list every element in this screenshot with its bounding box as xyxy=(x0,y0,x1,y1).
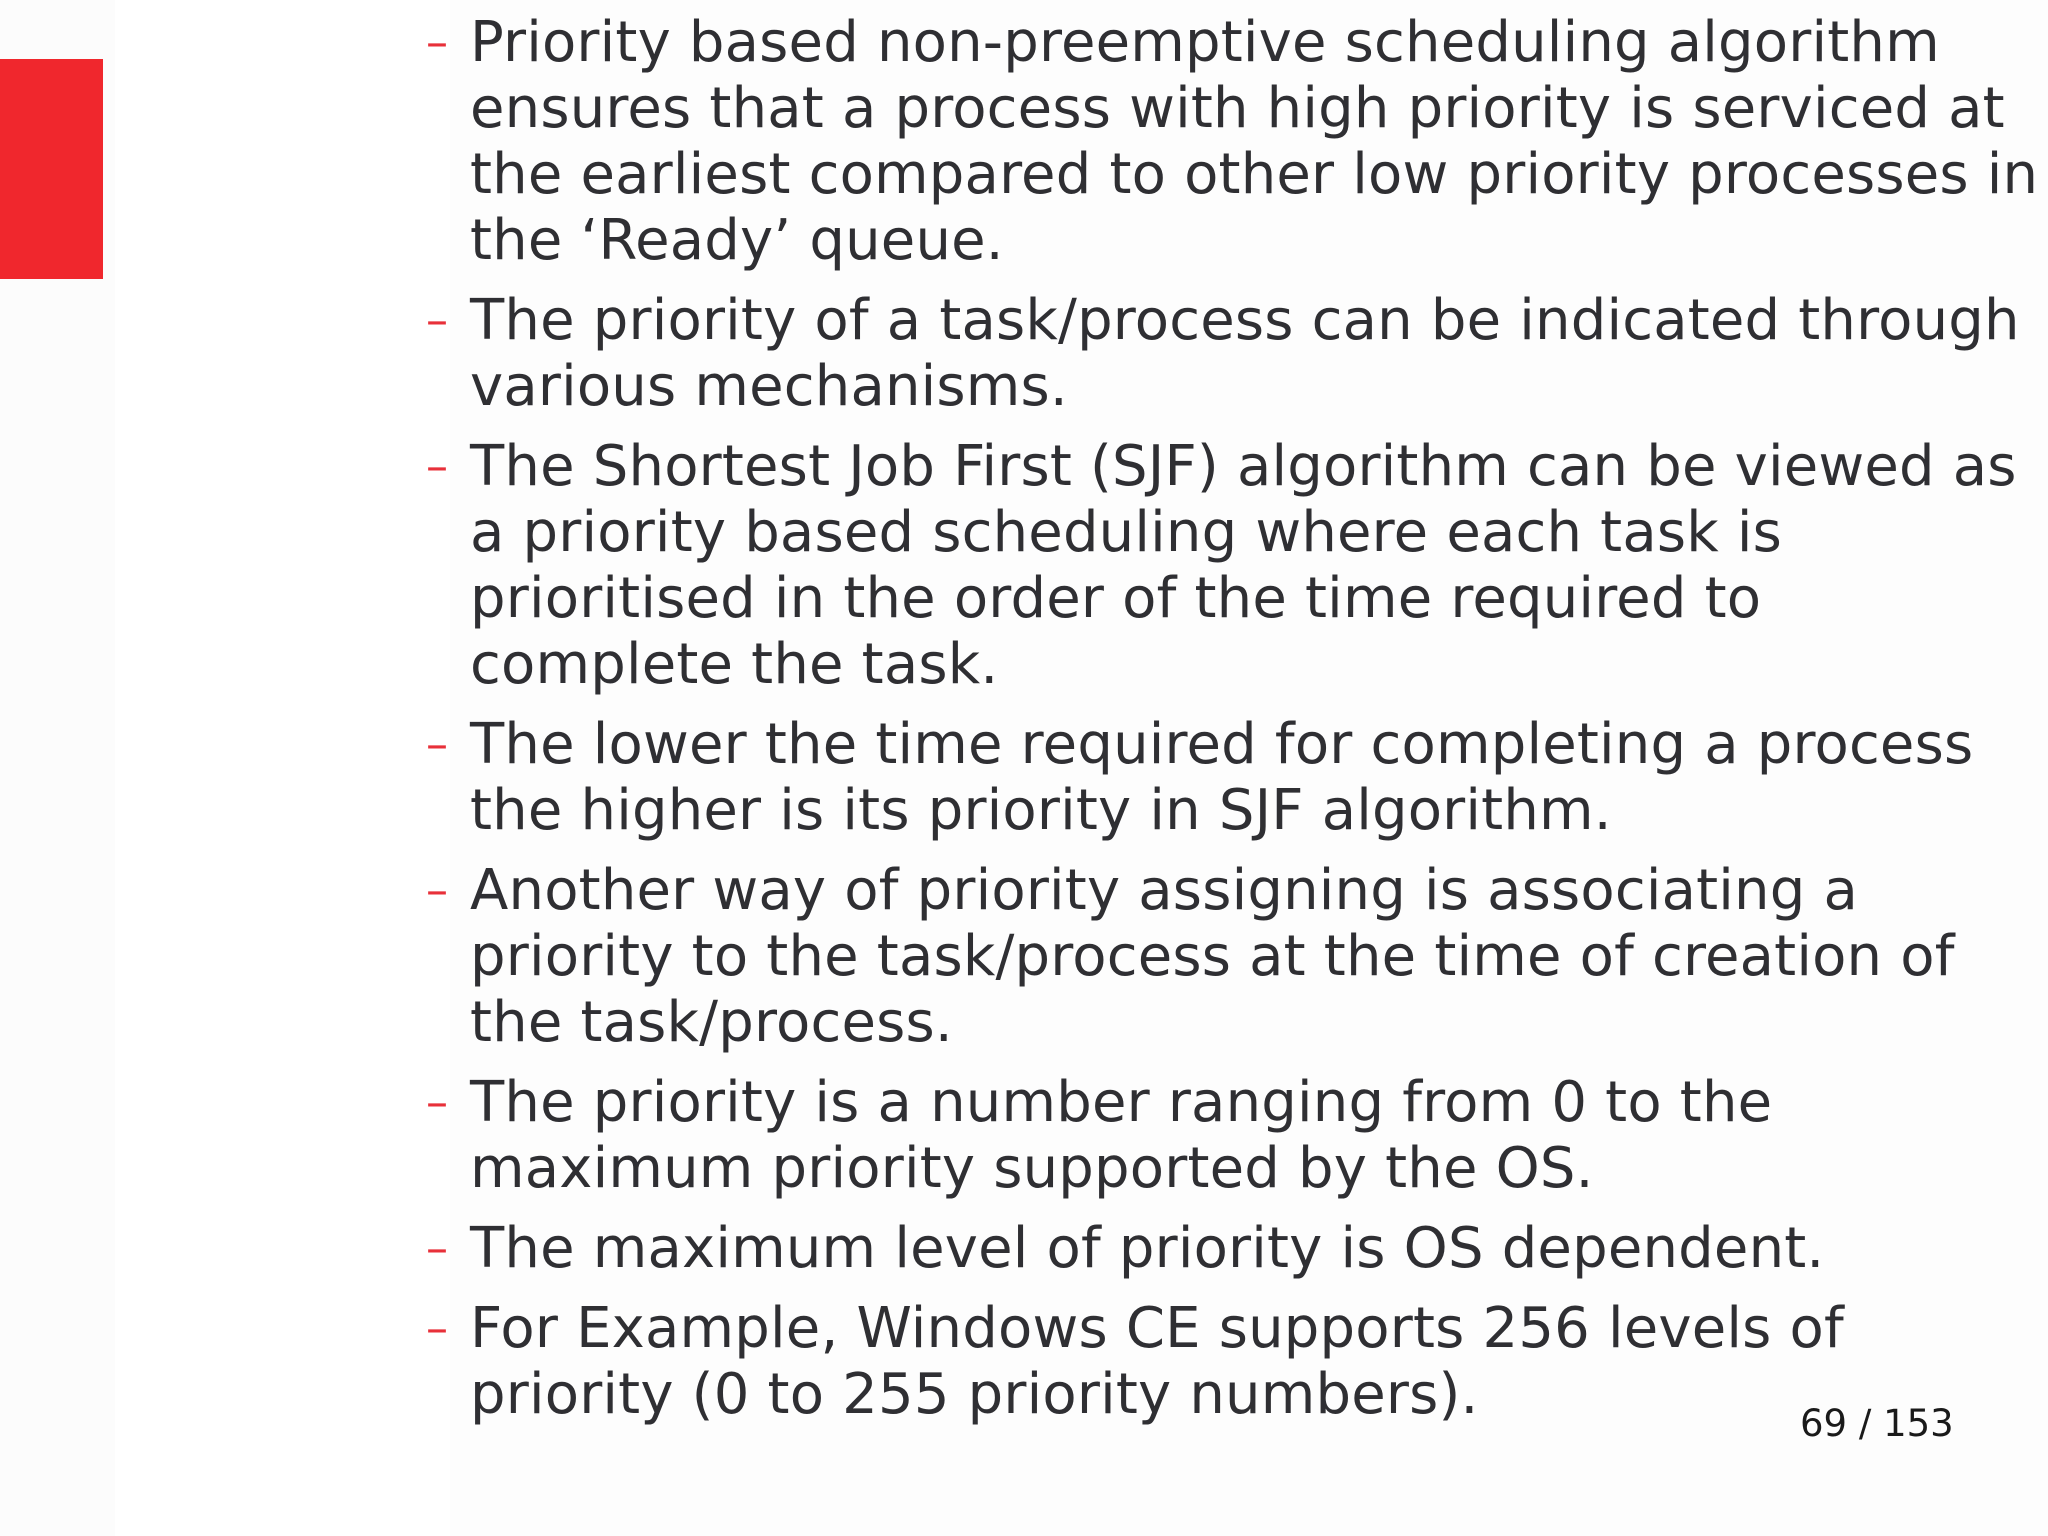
bullet-item xyxy=(420,1070,2040,1202)
bullet-item xyxy=(420,434,2040,698)
page-number: 69 / 153 xyxy=(1800,1402,1954,1445)
bullet-text: The maximum level of priority is OS dependent. xyxy=(470,1216,1825,1281)
dash-bullet-icon: – xyxy=(426,17,449,68)
bullet-list xyxy=(420,10,2040,1442)
bullet-item xyxy=(420,1296,2040,1428)
bullet-text: The Shortest Job First (SJF) algorithm can be viewed as a priority based scheduling where each task is prioritised in the order of the time required to complete the task. xyxy=(470,434,2017,697)
dash-bullet-icon: – xyxy=(426,441,449,492)
bullet-item xyxy=(420,288,2040,420)
dash-bullet-icon: – xyxy=(426,1077,449,1128)
bullet-text: Priority based non-preemptive scheduling algorithm ensures that a process with high priority is serviced at the earliest compared to other low priority processes in the ‘Ready’ queue. xyxy=(470,10,2039,273)
bullet-text: The priority of a task/process can be indicated through various mechanisms. xyxy=(470,288,2020,419)
dash-bullet-icon: – xyxy=(426,865,449,916)
dash-bullet-icon: – xyxy=(426,719,449,770)
dash-bullet-icon: – xyxy=(426,295,449,346)
bullet-item xyxy=(420,858,2040,1056)
dash-bullet-icon: – xyxy=(426,1223,449,1274)
bullet-item xyxy=(420,712,2040,844)
bullet-text: Another way of priority assigning is associating a priority to the task/process at the time of creation of the task/process. xyxy=(470,858,1955,1055)
bullet-text: The lower the time required for completing a process the higher is its priority in SJF algorithm. xyxy=(470,712,1974,843)
bullet-item xyxy=(420,10,2040,274)
dash-bullet-icon: – xyxy=(426,1303,449,1354)
bullet-text: For Example, Windows CE supports 256 levels of priority (0 to 255 priority numbers). xyxy=(470,1296,1844,1427)
bullet-item xyxy=(420,1216,2040,1282)
bullet-text: The priority is a number ranging from 0 to the maximum priority supported by the OS. xyxy=(470,1070,1773,1201)
red-accent-bar xyxy=(0,59,103,279)
